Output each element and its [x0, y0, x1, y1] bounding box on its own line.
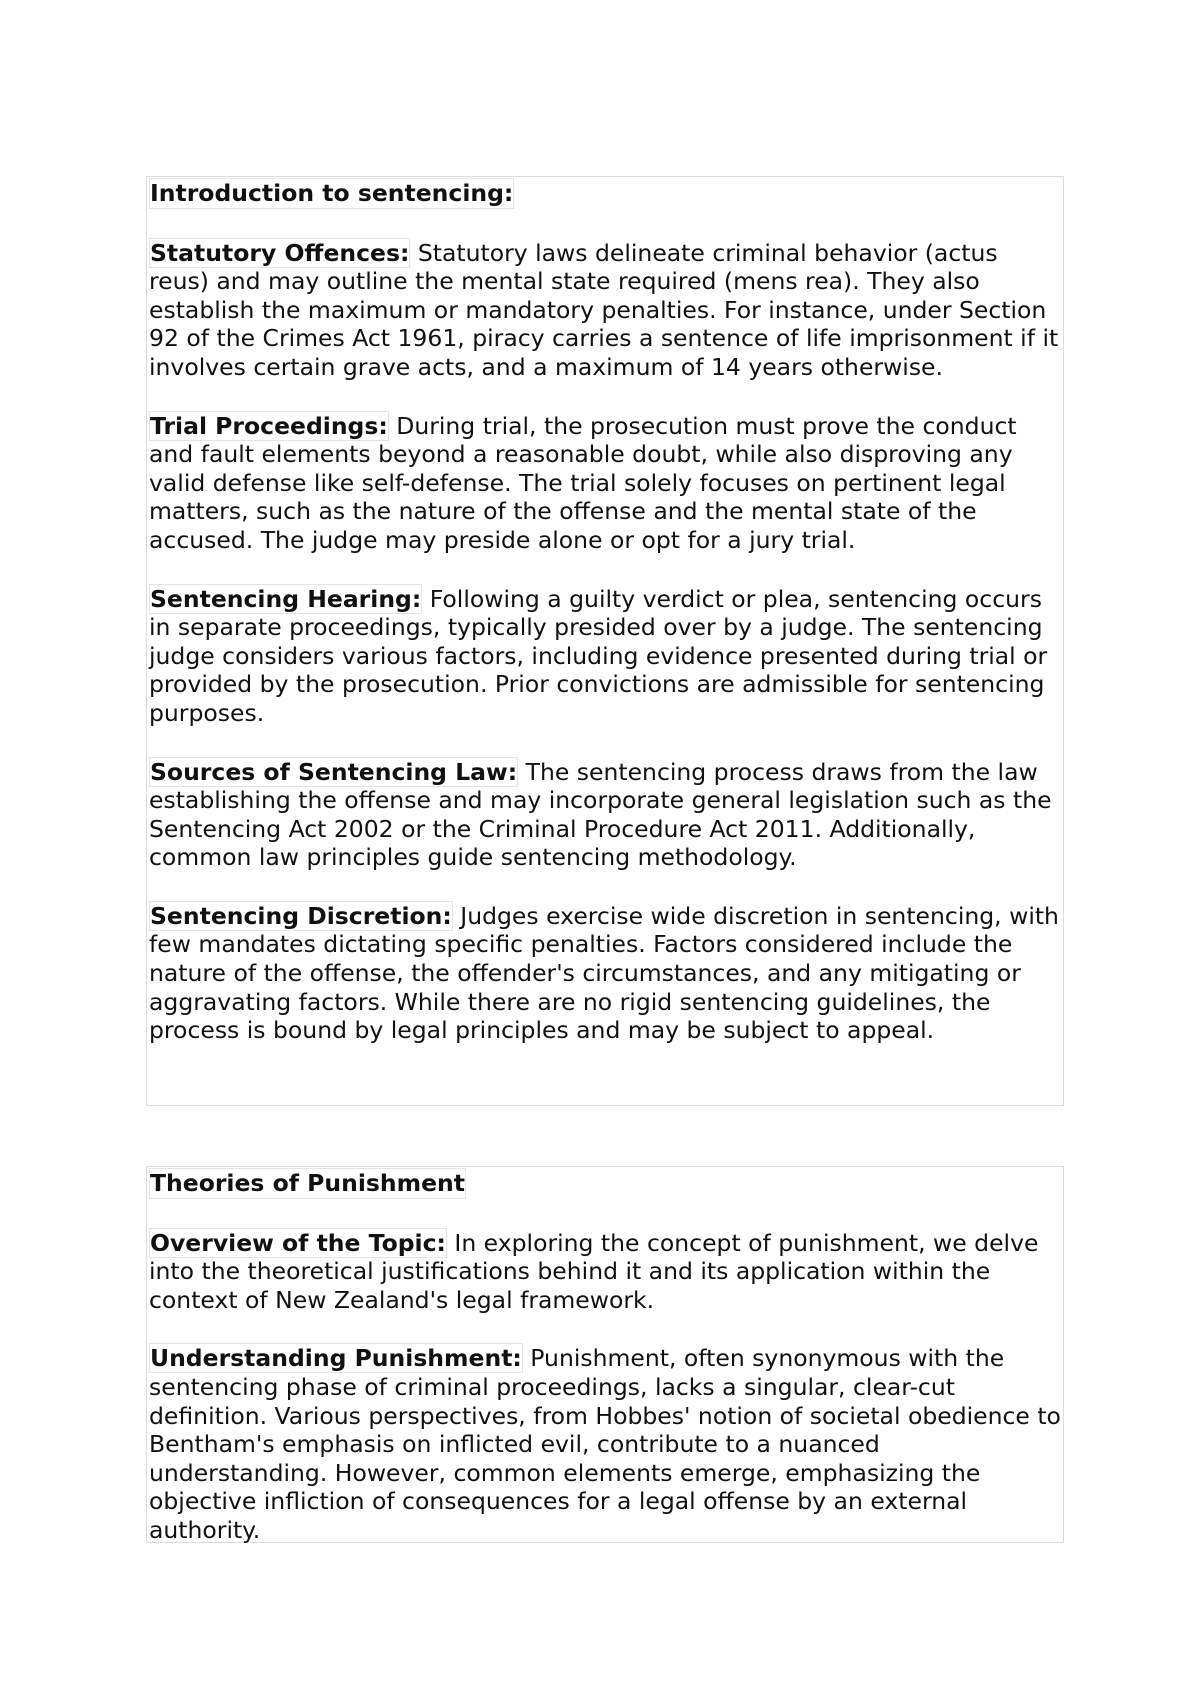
paragraph-text: During trial, the prosecution must prove the conduct and fault elements beyond a reasonable doubt, while also disproving any valid defense like self-defense. The trial solely focuses on pertinent legal matters, such as the nature of the offense and the mental state of the accused. The judge may preside alone or opt for a jury trial.	[149, 411, 1017, 554]
paragraph-text: Judges exercise wide discretion in sentencing, with few mandates dictating specific penalties. Factors considered include the nature of the offense, the offender's circumstances, and any mitigating or aggravating factors. While there are no rigid sentencing guidelines, the process is bound by legal principles and may be subject to appeal.	[149, 901, 1059, 1045]
paragraph-label: Understanding Punishment:	[150, 1344, 522, 1373]
paragraph-label: Sentencing Hearing:	[150, 584, 422, 613]
paragraph-text: Statutory laws delineate criminal behavior (actus reus) and may outline the mental state required (mens rea). They also establish the maximum or mandatory penalties. For instance, under Section 92 of the Crimes Act 1961, piracy carries a sentence of life imprisonment if it involves certain grave acts, and a maximum of 14 years otherwise.	[149, 238, 1059, 381]
paragraph-label: Trial Proceedings:	[150, 411, 388, 440]
paragraph-understanding-punishment	[149, 1344, 1063, 1544]
section-theories-of-punishment	[146, 1166, 1064, 1543]
paragraph-label: Overview of the Topic:	[150, 1228, 446, 1257]
paragraph-label: Sources of Sentencing Law:	[150, 757, 518, 786]
section-heading: Theories of Punishment	[150, 1169, 465, 1197]
paragraph-text: Punishment, often synonymous with the sentencing phase of criminal proceedings, lacks a singular, clear-cut definition. Various perspectives, from Hobbes' notion of societal obedience to Bentham's emphasis on inflicted evil, contribute to a nuanced understanding. However, common elements emerge, emphasizing the objective infliction of consequences for a legal offense by an external authority.	[149, 1344, 1061, 1544]
section-heading: Introduction to sentencing:	[150, 179, 514, 207]
paragraph-sources-of-sentencing-law	[149, 758, 1063, 872]
paragraph-statutory-offences	[149, 239, 1063, 382]
paragraph-sentencing-hearing	[149, 585, 1063, 728]
paragraph-text: The sentencing process draws from the law establishing the offense and may incorporate general legislation such as the Sentencing Act 2002 or the Criminal Procedure Act 2011. Additionally, common law principles guide sentencing methodology.	[149, 757, 1052, 872]
paragraph-text: Following a guilty verdict or plea, sentencing occurs in separate proceedings, typically presided over by a judge. The sentencing judge considers various factors, including evidence presented during trial or provided by the prosecution. Prior convictions are admissible for sentencing purposes.	[149, 584, 1048, 727]
paragraph-label: Sentencing Discretion:	[150, 901, 452, 930]
paragraph-text: In exploring the concept of punishment, we delve into the theoretical justifications behind it and its application within the context of New Zealand's legal framework.	[149, 1228, 1039, 1314]
paragraph-overview-of-the-topic	[149, 1229, 1063, 1315]
section-introduction-to-sentencing	[146, 176, 1064, 1106]
paragraph-sentencing-discretion	[149, 902, 1063, 1045]
paragraph-label: Statutory Offences:	[150, 238, 410, 267]
paragraph-trial-proceedings	[149, 412, 1063, 555]
